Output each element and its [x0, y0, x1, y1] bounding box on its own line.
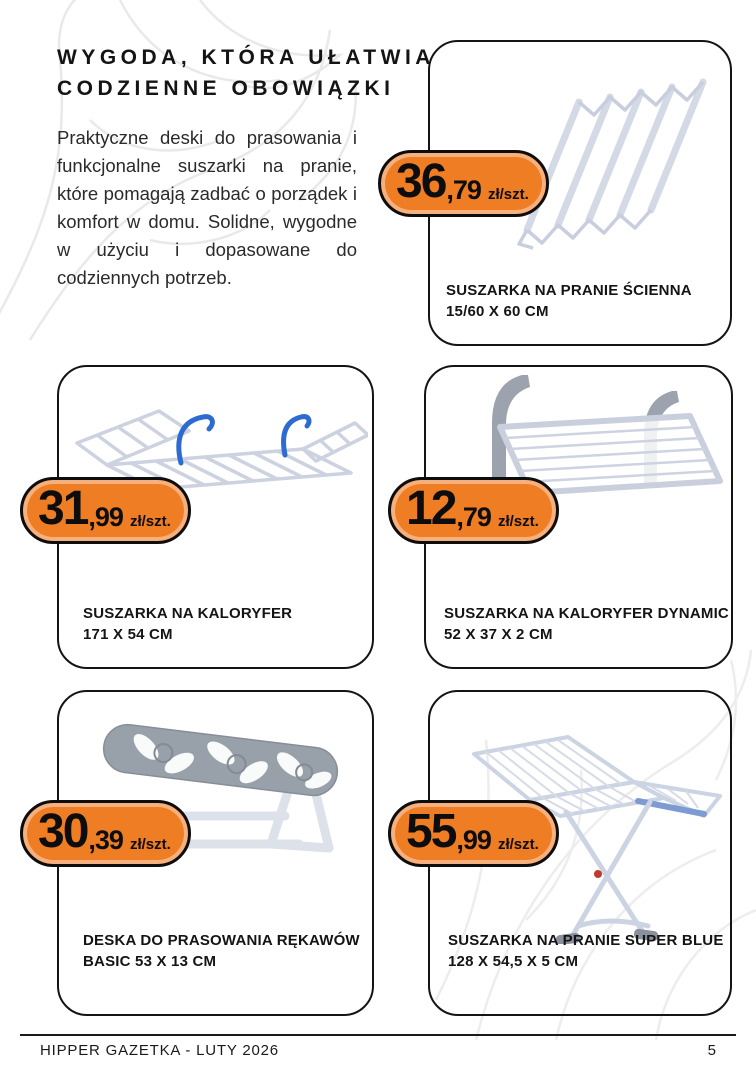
- product-name: [446, 280, 692, 322]
- price-decimal: ,99: [88, 502, 123, 532]
- price-unit: zł/szt.: [497, 513, 539, 530]
- product-size-line: 171 X 54 CM: [83, 626, 173, 643]
- price-badge: [20, 800, 191, 867]
- product-size-line: 15/60 X 60 CM: [446, 303, 549, 320]
- product-name-line1: DESKA DO PRASOWANIA RĘKAWÓW: [83, 932, 360, 949]
- product-name-line1: SUSZARKA NA KALORYFER: [83, 605, 293, 622]
- footer-divider: [20, 1034, 736, 1036]
- footer-flyer-title: HIPPER GAZETKA - LUTY 2026: [40, 1042, 279, 1059]
- page-title-line2: CODZIENNE OBOWIĄZKI: [57, 77, 395, 100]
- product-size-line: BASIC 53 X 13 CM: [83, 953, 217, 970]
- product-name: [444, 603, 729, 645]
- wall-drying-rack-image: [509, 52, 724, 262]
- price-unit: zł/szt.: [487, 186, 529, 203]
- price-decimal: ,39: [88, 825, 123, 855]
- product-name: [83, 603, 292, 645]
- price-badge: [388, 477, 559, 544]
- price-unit: zł/szt.: [497, 836, 539, 853]
- product-name: [83, 930, 360, 972]
- product-size-line: 52 X 37 X 2 CM: [444, 626, 553, 643]
- price-decimal: ,79: [446, 175, 481, 205]
- product-name-line1: SUSZARKA NA PRANIE SUPER BLUE: [448, 932, 724, 949]
- price-integer: 55: [406, 805, 456, 858]
- price-integer: 36: [396, 155, 446, 208]
- price-badge: [378, 150, 549, 217]
- price-decimal: ,79: [456, 502, 491, 532]
- intro-paragraph: Praktyczne deski do prasowania i funkcjonalne suszarki na pranie, które pomagają zadbać o porządek i komfort w domu. Solidne, wygodne w użyciu i dopasowane do codziennych potrzeb.: [57, 127, 357, 288]
- price-integer: 30: [38, 805, 88, 858]
- price-unit: zł/szt.: [129, 836, 171, 853]
- price-decimal: ,99: [456, 825, 491, 855]
- page-title: [57, 42, 435, 104]
- product-name: [448, 930, 724, 972]
- page-title-line1: WYGODA, KTÓRA UŁATWIA: [57, 46, 435, 69]
- product-name-line1: SUSZARKA NA KALORYFER DYNAMIC: [444, 605, 729, 622]
- footer-page-number: 5: [707, 1042, 716, 1059]
- price-badge: [388, 800, 559, 867]
- price-badge: [20, 477, 191, 544]
- price-integer: 31: [38, 482, 88, 535]
- price-unit: zł/szt.: [129, 513, 171, 530]
- price-integer: 12: [406, 482, 456, 535]
- product-name-line1: SUSZARKA NA PRANIE ŚCIENNA: [446, 282, 692, 299]
- product-size-line: 128 X 54,5 X 5 CM: [448, 953, 579, 970]
